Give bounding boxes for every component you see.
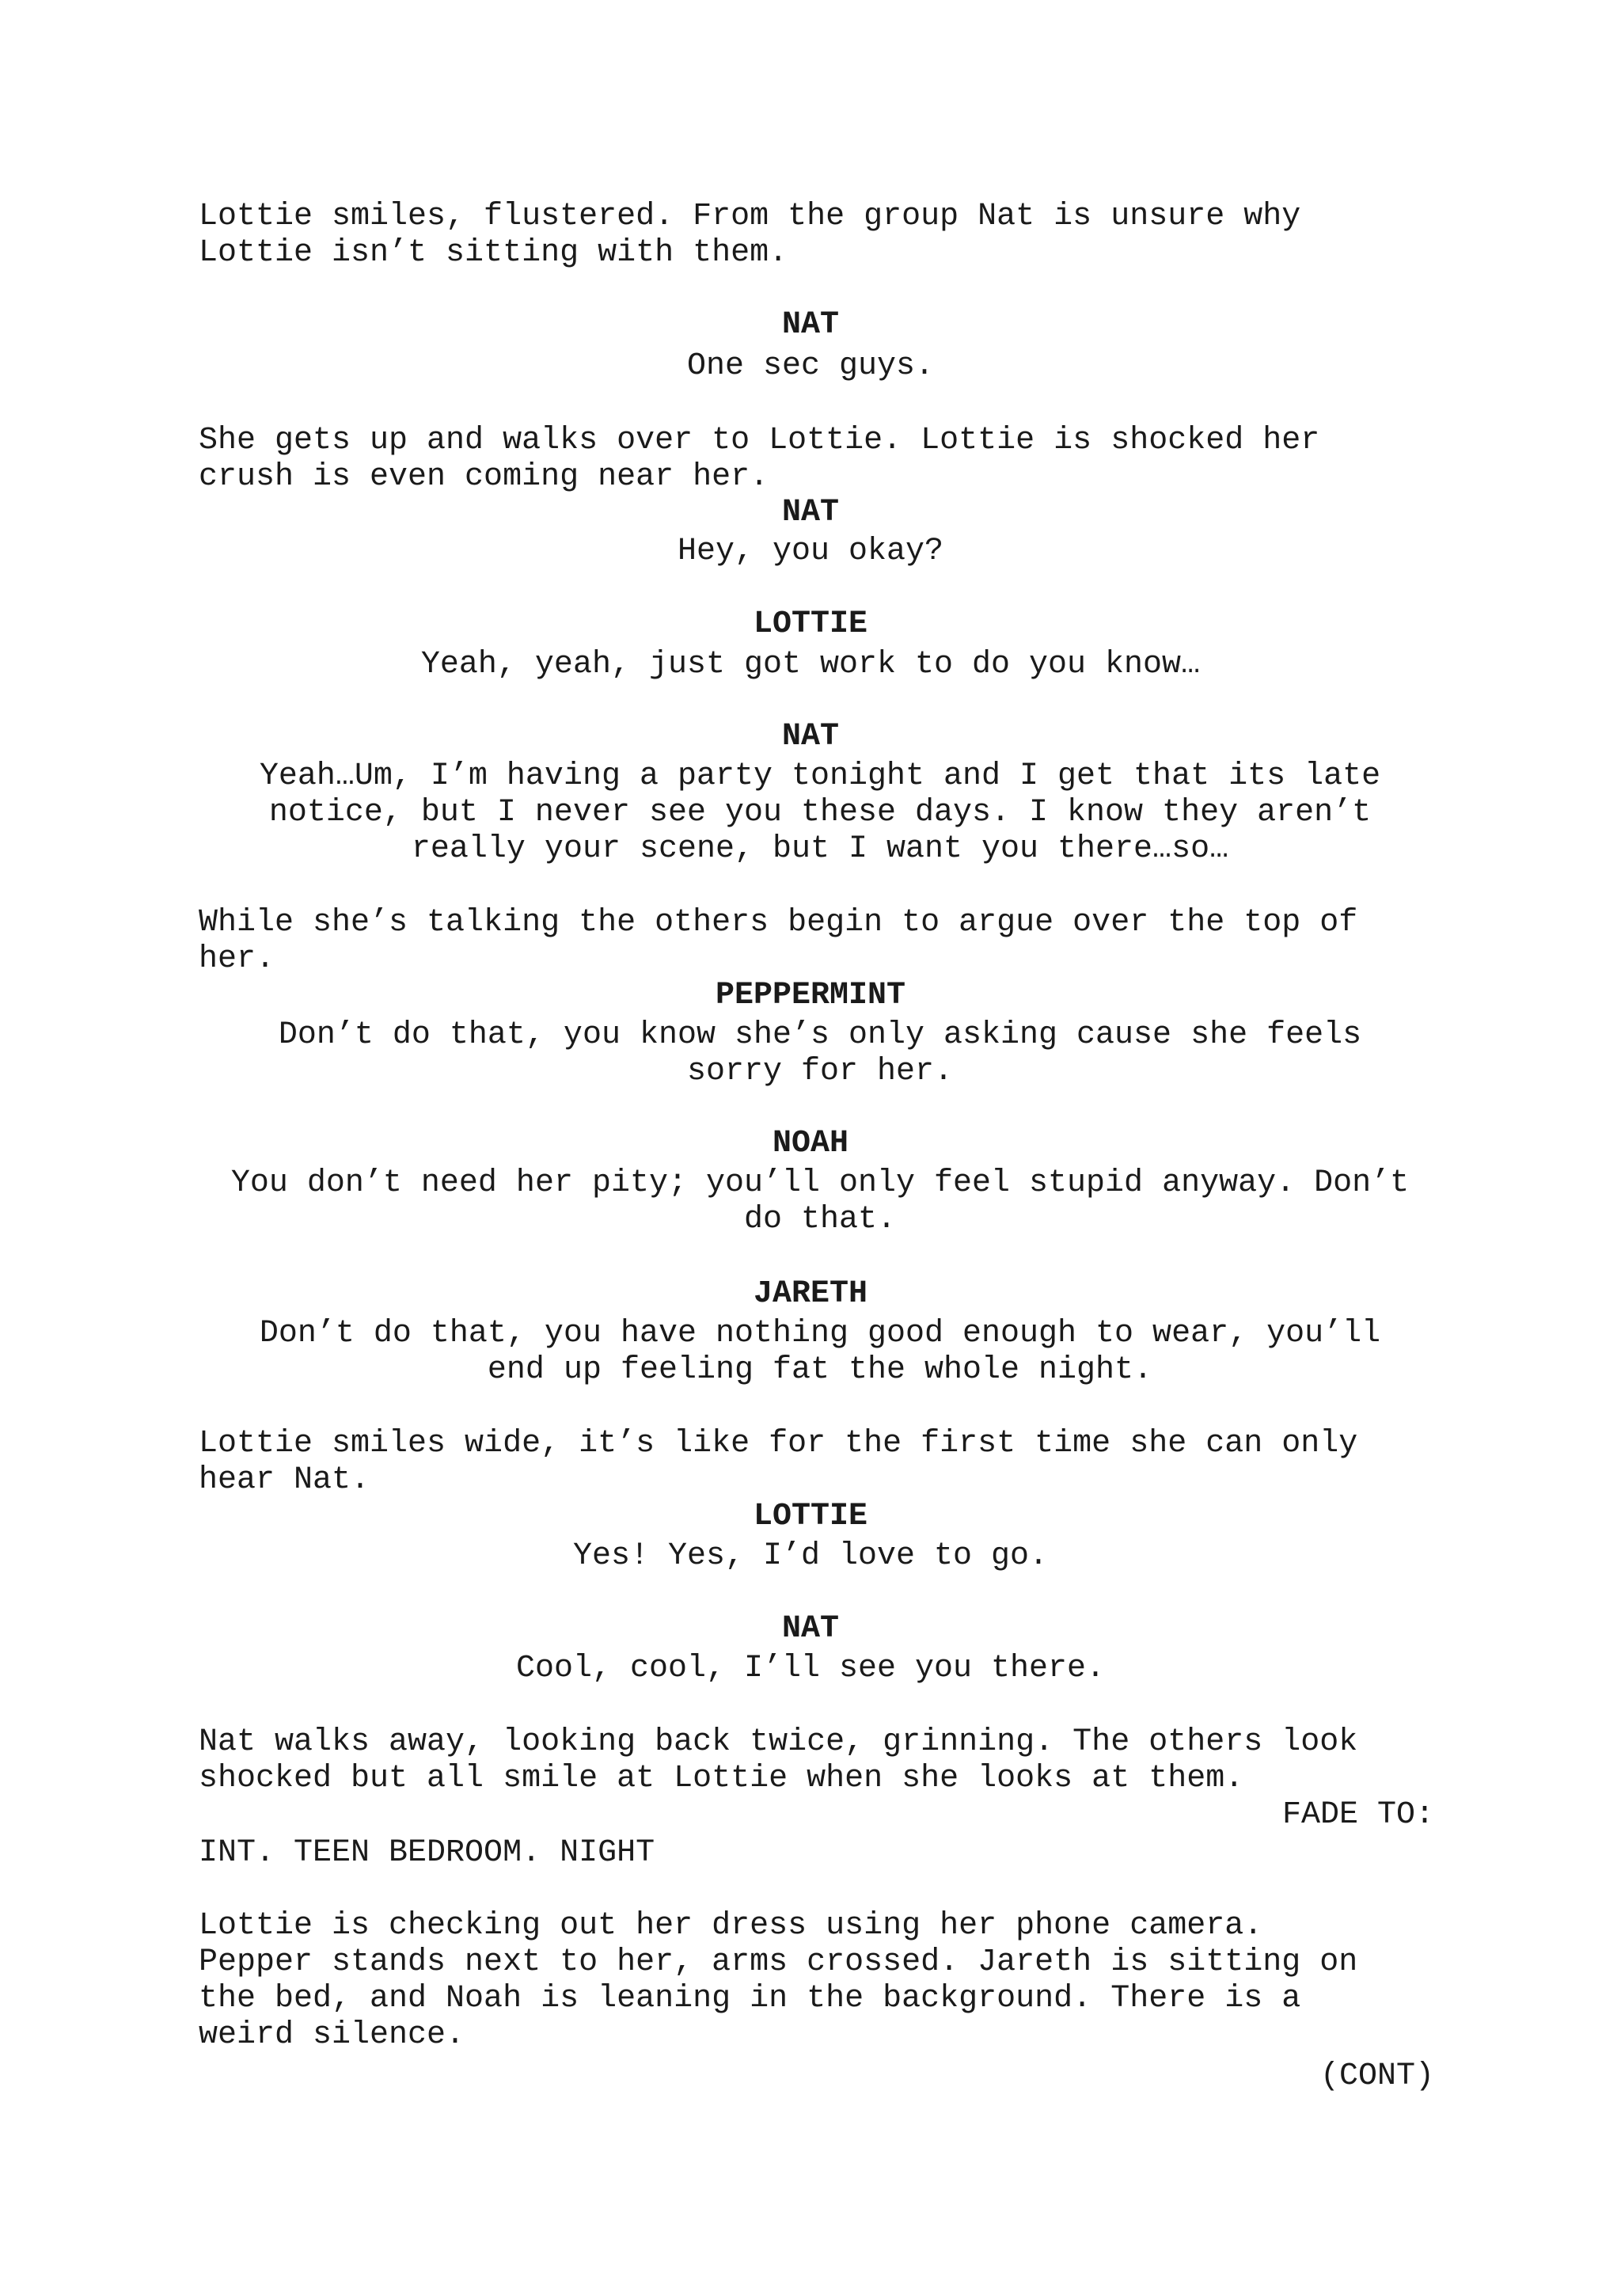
character-name: LOTTIE xyxy=(753,1499,868,1534)
character-name: NAT xyxy=(781,495,839,530)
dialogue-line: Yeah, yeah, just got work to do you know… xyxy=(420,647,1201,682)
dialogue-line: do that. xyxy=(743,1202,897,1237)
dialogue-line: Yes! Yes, I’d love to go. xyxy=(572,1538,1049,1574)
dialogue-line: Hey, you okay? xyxy=(677,534,944,569)
dialogue-line: Don’t do that, you know she’s only asking cause she feels xyxy=(278,1017,1362,1053)
dialogue-line: notice, but I never see you these days. I know they aren’t xyxy=(268,795,1372,831)
character-name: PEPPERMINT xyxy=(715,978,906,1013)
character-name: NOAH xyxy=(772,1126,848,1161)
dialogue-line: Cool, cool, I’ll see you there. xyxy=(515,1651,1106,1686)
action-line: shocked but all smile at Lottie when she looks at them. xyxy=(199,1761,1244,1796)
action-line: crush is even coming near her. xyxy=(199,459,769,495)
action-line: While she’s talking the others begin to argue over the top of xyxy=(199,905,1358,941)
dialogue-line: Yeah…Um, I’m having a party tonight and I get that its late xyxy=(259,758,1381,794)
action-line: Lottie smiles wide, it’s like for the first time she can only xyxy=(199,1426,1358,1462)
continued-marker: (CONT) xyxy=(1319,2058,1434,2094)
action-line: hear Nat. xyxy=(199,1462,370,1498)
character-name: NAT xyxy=(781,719,839,755)
character-name: JARETH xyxy=(753,1276,868,1312)
action-line: weird silence. xyxy=(199,2017,465,2053)
action-line: Nat walks away, looking back twice, grinning. The others look xyxy=(199,1724,1358,1760)
dialogue-line: You don’t need her pity; you’ll only feel stupid anyway. Don’t xyxy=(230,1165,1410,1201)
scene-heading: INT. TEEN BEDROOM. NIGHT xyxy=(199,1835,655,1871)
dialogue-line: really your scene, but I want you there…so… xyxy=(411,831,1229,867)
character-name: LOTTIE xyxy=(753,606,868,642)
dialogue-line: One sec guys. xyxy=(686,348,935,384)
action-line: Lottie isn’t sitting with them. xyxy=(199,235,788,271)
dialogue-line: sorry for her. xyxy=(686,1054,954,1089)
action-line: her. xyxy=(199,941,275,977)
action-line: the bed, and Noah is leaning in the background. There is a xyxy=(199,1981,1301,2017)
action-line: She gets up and walks over to Lottie. Lottie is shocked her xyxy=(199,423,1320,458)
dialogue-line: Don’t do that, you have nothing good enough to wear, you’ll xyxy=(259,1316,1381,1351)
action-line: Lottie is checking out her dress using her phone camera. xyxy=(199,1908,1263,1944)
transition: FADE TO: xyxy=(1281,1797,1434,1833)
character-name: NAT xyxy=(781,307,839,343)
character-name: NAT xyxy=(781,1611,839,1647)
action-line: Pepper stands next to her, arms crossed. Jareth is sitting on xyxy=(199,1944,1358,1980)
dialogue-line: end up feeling fat the whole night. xyxy=(487,1352,1153,1388)
action-line: Lottie smiles, flustered. From the group Nat is unsure why xyxy=(199,199,1301,234)
